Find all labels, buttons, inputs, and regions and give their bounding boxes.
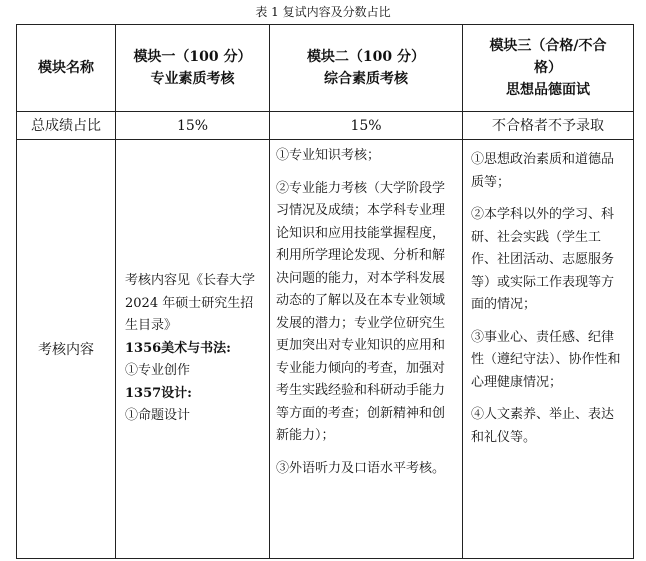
- header-module-2-subtitle: 综合素质考核: [324, 71, 408, 87]
- content-row: [17, 140, 634, 559]
- weight-module-1: 15%: [116, 112, 270, 140]
- module-2-item-2: ②专业能力考核（大学阶段学习情况及成绩；本学科专业理论知识和应用技能掌握程度，利用所学理论发现、分析和解决问题的能力，对本学科发展动态的了解以及在本专业领域发展的潜力；专业学位研究生更加突出对专业知识的应用和专业能力倾向的考查，加强对考生实践经验和科研动手能力等方面的考查；创新精神和创新能力）；: [276, 180, 446, 443]
- module-3-item-2: ②本学科以外的学习、科研、社会实践（学生工作、社团活动、志愿服务等）或实际工作表现等方面的情况；: [471, 207, 615, 312]
- module-1-group-1-title: 1356美术与书法:: [125, 340, 231, 356]
- weight-row: [17, 112, 634, 140]
- module-1-group-1-item: ①专业创作: [125, 363, 191, 379]
- module-1-group-2-item: ①命题设计: [125, 408, 191, 424]
- weight-label: 总成绩占比: [17, 112, 116, 140]
- content-module-3: [463, 140, 634, 559]
- module-3-item-4: ④人文素养、举止、表达和礼仪等。: [471, 407, 615, 445]
- header-module-3-title-line1: 模块三（合格/不合: [489, 38, 607, 54]
- table-caption: 表 1 复试内容及分数占比: [255, 5, 391, 19]
- module-3-item-3: ③事业心、责任感、纪律性（遵纪守法）、协作性和心理健康情况；: [471, 329, 621, 390]
- module-1-group-2-title: 1357设计:: [125, 385, 192, 401]
- header-module-2-title: 模块二（100 分）: [306, 49, 426, 65]
- module-2-item-1: ①专业知识考核；: [276, 148, 381, 163]
- weight-module-2: 15%: [270, 112, 463, 140]
- header-module-name-text: 模块名称: [38, 60, 94, 76]
- content-module-2: [270, 140, 463, 559]
- weight-module-3: 不合格者不予录取: [463, 112, 634, 140]
- assessment-table: [16, 24, 634, 559]
- header-module-3: [463, 25, 634, 112]
- header-module-3-subtitle: 思想品德面试: [506, 82, 590, 98]
- header-module-1-subtitle: 专业素质考核: [150, 71, 235, 87]
- header-module-1-title: 模块一（100 分）: [133, 49, 252, 65]
- content-label: 考核内容: [17, 140, 116, 559]
- content-module-1: [116, 140, 270, 559]
- module-1-intro: 考核内容见《长春大学 2024 年硕士研究生招生目录》: [125, 273, 256, 334]
- header-row: [17, 25, 634, 112]
- module-2-item-3: ③外语听力及口语水平考核。: [276, 460, 446, 476]
- header-module-3-title-line2: 格）: [534, 60, 562, 76]
- header-module-1: [116, 25, 270, 112]
- module-3-item-1: ①思想政治素质和道德品质等；: [471, 152, 615, 190]
- header-module-name: [17, 25, 116, 112]
- header-module-2: [270, 25, 463, 112]
